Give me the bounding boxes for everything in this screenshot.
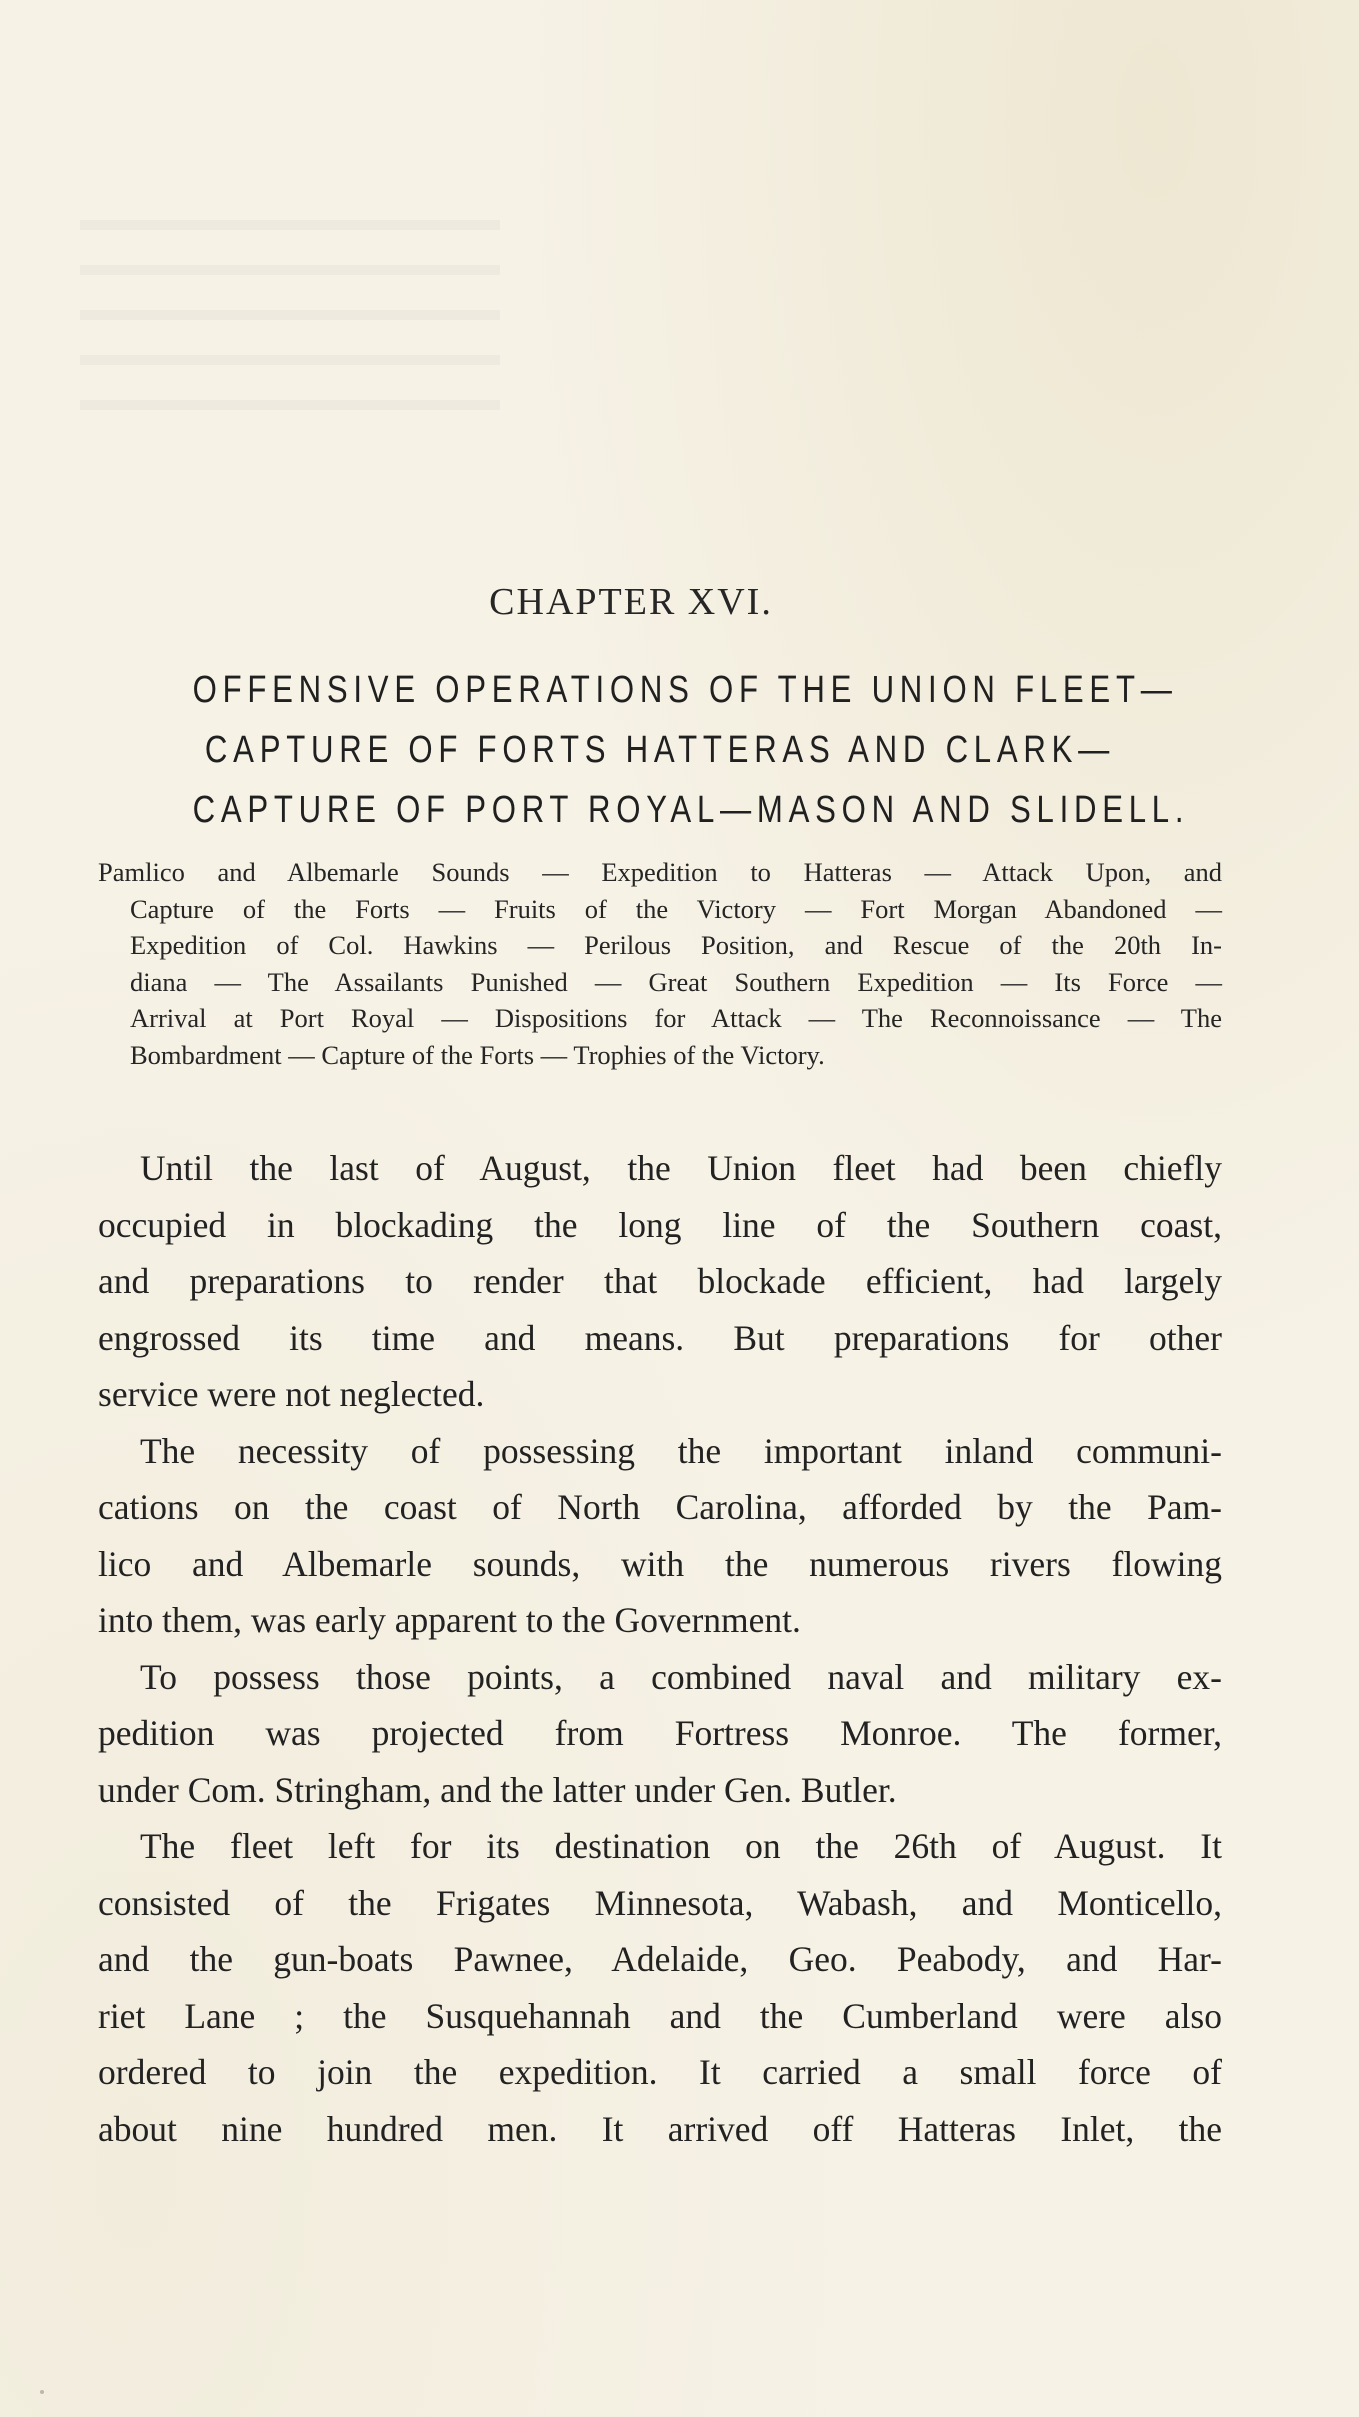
heading-line: CAPTURE OF PORT ROYAL—MASON AND SLIDELL. xyxy=(192,789,1190,831)
synopsis-line: Capture of the Forts — Fruits of the Victory — Fort Morgan Abandoned — xyxy=(130,893,1222,924)
body-line: pedition was projected from Fortress Monroe. The former, xyxy=(98,1713,1222,1753)
body-line: Until the last of August, the Union fleet had been chiefly xyxy=(140,1148,1222,1188)
body-line: To possess those points, a combined naval and military ex- xyxy=(140,1656,1222,1697)
heading-line: OFFENSIVE OPERATIONS OF THE UNION FLEET— xyxy=(192,669,1178,711)
synopsis-line: Pamlico and Albemarle Sounds — Expedition to Hatteras — Attack Upon, and xyxy=(98,857,1222,887)
body-line: and the gun-boats Pawnee, Adelaide, Geo. Peabody, and Har- xyxy=(98,1939,1222,1979)
heading-line: CAPTURE OF FORTS HATTERAS AND CLARK— xyxy=(204,729,1116,771)
synopsis-line: Arrival at Port Royal — Dispositions for Attack — The Reconnoissance — The xyxy=(130,1003,1222,1033)
chapter-synopsis xyxy=(98,854,1222,1073)
body-line: and preparations to render that blockade efficient, had largely xyxy=(98,1261,1222,1301)
body-line: about nine hundred men. It arrived off Hatteras Inlet, the xyxy=(98,2108,1222,2149)
chapter-heading xyxy=(192,660,1190,840)
body-line: The necessity of possessing the important inland communi- xyxy=(140,1430,1222,1471)
body-text xyxy=(98,1140,1222,2157)
body-line: occupied in blockading the long line of the Southern coast, xyxy=(98,1204,1222,1245)
body-line: cations on the coast of North Carolina, afforded by the Pam- xyxy=(98,1487,1222,1527)
chapter-title: CHAPTER XVI. xyxy=(489,581,773,623)
body-line: lico and Albemarle sounds, with the numerous rivers flowing xyxy=(98,1543,1222,1584)
body-line: engrossed its time and means. But preparations for other xyxy=(98,1317,1222,1358)
synopsis-line: Expedition of Col. Hawkins — Perilous Position, and Rescue of the 20th In- xyxy=(130,930,1222,960)
synopsis-line: diana — The Assailants Punished — Great Southern Expedition — Its Force — xyxy=(130,966,1222,997)
paper-speck xyxy=(40,2390,44,2394)
body-line: The fleet left for its destination on the 26th of August. It xyxy=(140,1826,1222,1866)
synopsis-line: Bombardment — Capture of the Forts — Trophies of the Victory. xyxy=(130,1039,825,1070)
show-through-ink xyxy=(80,220,500,440)
body-line: riet Lane ; the Susquehannah and the Cumberland were also xyxy=(98,1995,1222,2036)
body-line: ordered to join the expedition. It carried a small force of xyxy=(98,2052,1222,2092)
body-line: service were not neglected. xyxy=(98,1374,485,1414)
body-line: consisted of the Frigates Minnesota, Wabash, and Monticello, xyxy=(98,1882,1222,1923)
body-line: into them, was early apparent to the Government. xyxy=(98,1600,801,1640)
body-line: under Com. Stringham, and the latter under Gen. Butler. xyxy=(98,1769,897,1810)
